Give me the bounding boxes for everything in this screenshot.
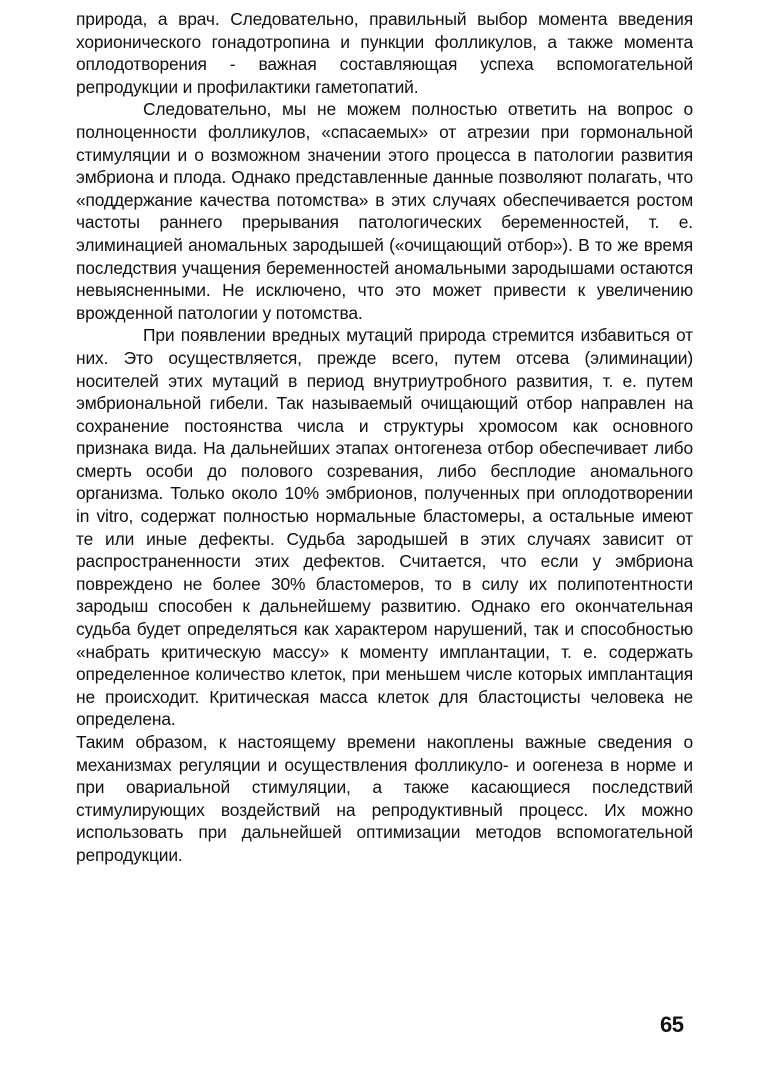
- paragraph-continuation: природа, а врач. Следовательно, правильный выбор момента введения хорионического гонадотропина и пункции фолликулов, а также момента оплодотворения - важная составляющая успеха вспомогательной репродукции и профилактики гаметопатий.: [76, 9, 693, 97]
- page-body: [76, 8, 693, 867]
- paragraph-follicle-quality: Следовательно, мы не можем полностью ответить на вопрос о полноценности фолликулов, «спасаемых» от атрезии при гормональной стимуляции и о возможном значении этого процесса в патологии развития эмбриона и плода. Однако представленные данные позволяют полагать, что «поддержание качества потомства» в этих случаях обеспечивается ростом частоты раннего прерывания патологических беременностей, т. е. элиминацией аномальных зародышей («очищающий отбор»). В то же время последствия учащения беременностей аномальными зародышами остаются невыясненными. Не исключено, что это может привести к увеличению врожденной патологии у потомства.: [76, 99, 693, 323]
- paragraph-conclusion: Таким образом, к настоящему времени накоплены важные сведения о механизмах регуляции и осуществления фолликуло- и оогенеза в норме и при овариальной стимуляции, а также касающиеся последствий стимулирующих воздействий на репродуктивный процесс. Их можно использовать при дальнейшей оптимизации методов вспомогательной репродукции.: [76, 732, 693, 865]
- page-number: 65: [660, 1012, 684, 1037]
- paragraph-harmful-mutations: При появлении вредных мутаций природа стремится избавиться от них. Это осуществляется, прежде всего, путем отсева (элиминации) носителей этих мутаций в период внутриутробного развития, т. е. путем эмбриональной гибели. Так называемый очищающий отбор направлен на сохранение постоянства числа и структуры хромосом как основного признака вида. На дальнейших этапах онтогенеза отбор обеспечивает либо смерть особи до полового созревания, либо бесплодие аномального организма. Только около 10% эмбрионов, полученных при оплодотворении in vitro, содержат полностью нормальные бластомеры, а остальные имеют те или иные дефекты. Судьба зародышей в этих случаях зависит от распространенности этих дефектов. Считается, что если у эмбриона повреждено не более 30% бластомеров, то в силу их полипотентности зародыш способен к дальнейшему развитию. Однако его окончательная судьба будет определяться как характером нарушений, так и способностью «набрать критическую массу» к моменту имплантации, т. е. содержать определенное количество клеток, при меньшем числе которых имплантация не происходит. Критическая масса клеток для бластоцисты человека не определена.: [76, 325, 693, 730]
